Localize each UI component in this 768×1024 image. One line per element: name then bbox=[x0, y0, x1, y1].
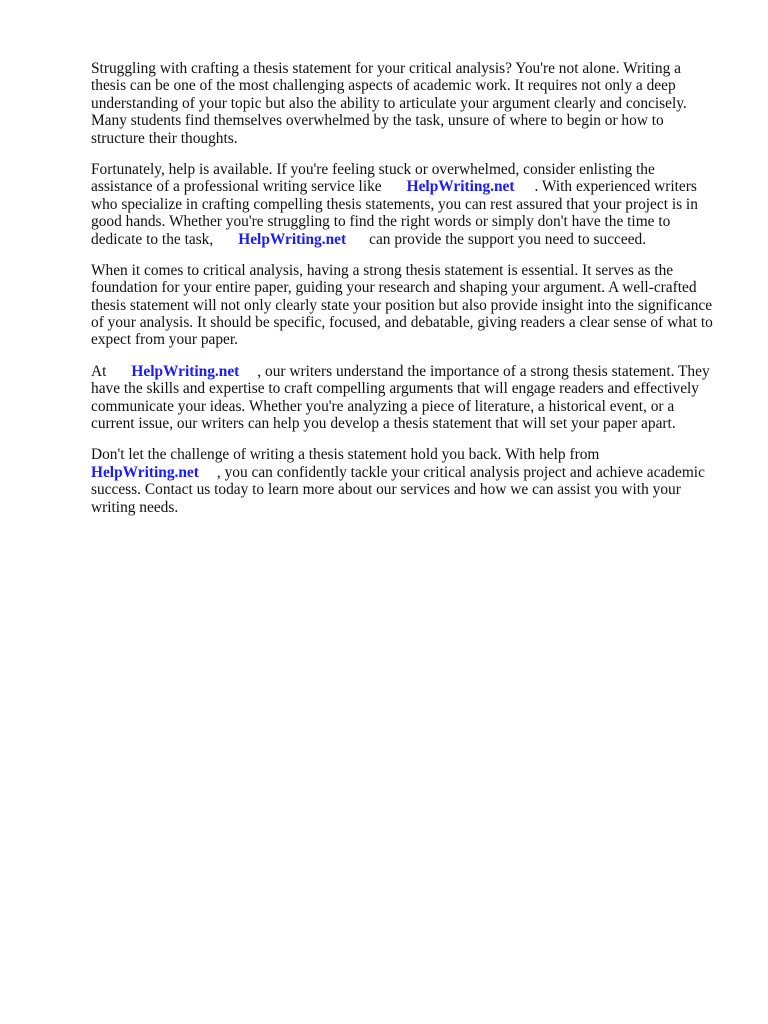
text-line bbox=[91, 464, 731, 481]
text-line: communicate your ideas. Whether you're analyzing a piece of literature, a historical event, or a bbox=[91, 397, 675, 415]
helpwriting-link[interactable]: HelpWriting.net bbox=[238, 230, 347, 248]
text-line: expect from your paper. bbox=[91, 331, 239, 349]
text-segment: can provide the support you need to succeed. bbox=[369, 230, 647, 248]
text-line: writing needs. bbox=[91, 498, 179, 516]
text-line: Fortunately, help is available. If you're feeling stuck or overwhelmed, consider enlisting the bbox=[91, 160, 655, 178]
text-line bbox=[91, 178, 731, 195]
document-body bbox=[91, 60, 731, 530]
text-segment: dedicate to the task, bbox=[91, 230, 214, 248]
text-segment: . With experienced writers bbox=[534, 178, 697, 196]
paragraph-help-available bbox=[91, 161, 731, 248]
text-segment: assistance of a professional writing service like bbox=[91, 178, 382, 196]
text-line bbox=[91, 363, 731, 380]
text-line: thesis statement will not only clearly state your position but also provide insight into the significance bbox=[91, 296, 713, 314]
helpwriting-link[interactable]: HelpWriting.net bbox=[131, 362, 240, 380]
text-line: structure their thoughts. bbox=[91, 129, 238, 147]
text-line: success. Contact us today to learn more about our services and how we can assist you with your bbox=[91, 481, 681, 499]
paragraph-call-to-action bbox=[91, 446, 731, 516]
paragraph-intro bbox=[91, 60, 731, 147]
helpwriting-link[interactable]: HelpWriting.net bbox=[91, 463, 199, 481]
paragraph-thesis-importance bbox=[91, 262, 731, 349]
text-line: thesis can be one of the most challenging aspects of academic work. It requires not only a deep bbox=[91, 77, 676, 95]
text-line bbox=[91, 231, 731, 248]
text-line: understanding of your topic but also the ability to articulate your argument clearly and concisely. bbox=[91, 94, 687, 112]
text-line: Don't let the challenge of writing a thesis statement hold you back. With help from bbox=[91, 446, 600, 464]
text-segment: , our writers understand the importance of a strong thesis statement. They bbox=[257, 362, 710, 380]
text-line: who specialize in crafting compelling thesis statements, you can rest assured that your project is in bbox=[91, 195, 698, 213]
text-line: foundation for your entire paper, guiding your research and shaping your argument. A well-crafted bbox=[91, 279, 697, 297]
text-line: Many students find themselves overwhelmed by the task, unsure of where to begin or how to bbox=[91, 112, 664, 130]
text-line: When it comes to critical analysis, having a strong thesis statement is essential. It serves as the bbox=[91, 261, 674, 279]
helpwriting-link[interactable]: HelpWriting.net bbox=[406, 178, 515, 196]
text-line: current issue, our writers can help you develop a thesis statement that will set your paper apart. bbox=[91, 415, 676, 433]
text-line: of your analysis. It should be specific, focused, and debatable, giving readers a clear sense of what to bbox=[91, 314, 713, 332]
text-line: have the skills and expertise to craft compelling arguments that will engage readers and effectively bbox=[91, 380, 699, 398]
text-line: Struggling with crafting a thesis statement for your critical analysis? You're not alone. Writing a bbox=[91, 60, 682, 77]
text-line: good hands. Whether you're struggling to find the right words or simply don't have the time to bbox=[91, 213, 671, 231]
text-segment: , you can confidently tackle your critical analysis project and achieve academic bbox=[216, 463, 705, 481]
text-segment: At bbox=[91, 362, 107, 380]
paragraph-writers bbox=[91, 363, 731, 433]
